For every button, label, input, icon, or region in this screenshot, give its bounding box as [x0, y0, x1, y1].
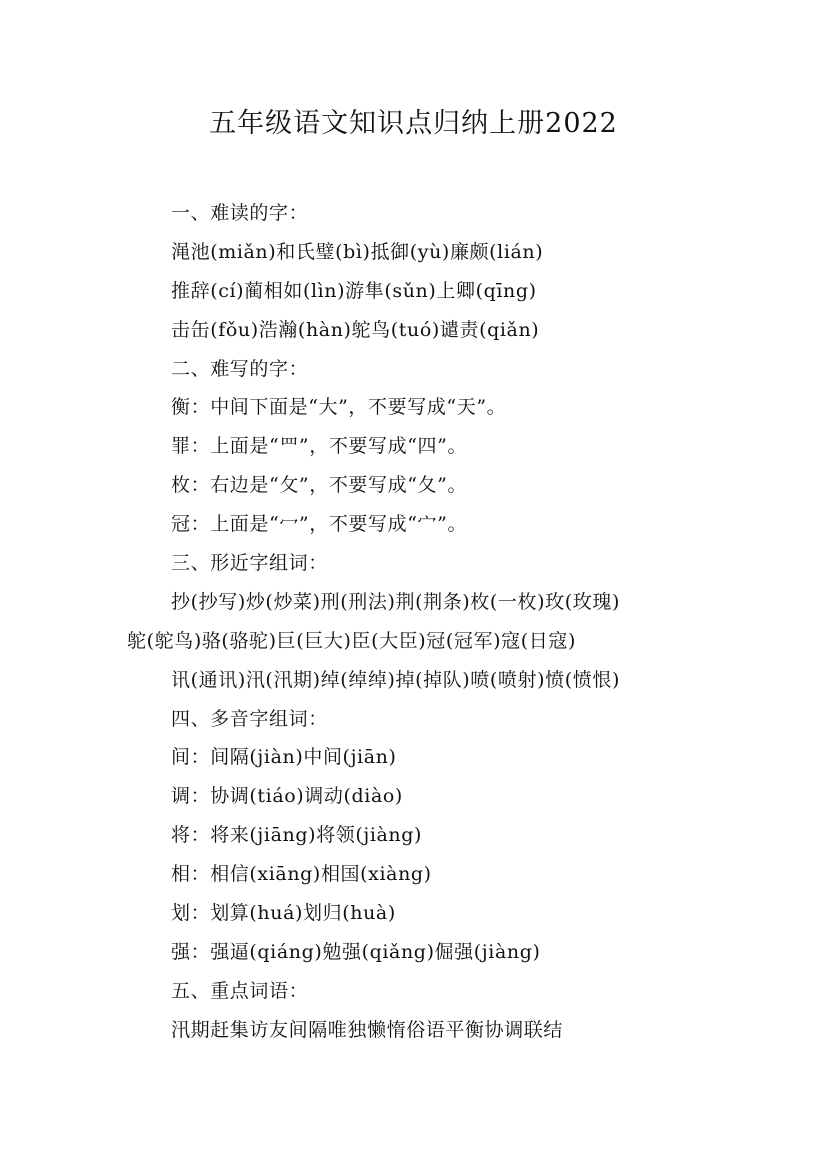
- text-line: 渑池(miǎn)和氏璧(bì)抵御(yù)廉颇(lián): [171, 240, 544, 263]
- text-line: 击缶(fǒu)浩瀚(hàn)鸵鸟(tuó)谴责(qiǎn): [171, 318, 540, 341]
- section-heading-polyphonic: 四、多音字组词：: [171, 707, 328, 730]
- text-line: 枚：右边是“攵”，不要写成“夂”。: [171, 474, 468, 497]
- text-line: 冠：上面是“冖”，不要写成“宀”。: [171, 513, 468, 536]
- text-line: 讯(通讯)汛(汛期)绰(绰绰)掉(掉队)喷(喷射)愤(愤恨): [171, 668, 620, 691]
- section-heading-key-words: 五、重点词语：: [171, 979, 309, 1002]
- text-line: 强：强逼(qiáng)勉强(qiǎng)倔强(jiàng): [171, 940, 541, 963]
- text-line: 抄(抄写)炒(炒菜)刑(刑法)荆(荆条)枚(一枚)玫(玫瑰): [171, 590, 620, 613]
- text-line: 间：间隔(jiàn)中间(jiān): [171, 746, 397, 769]
- text-line: 衡：中间下面是“大”，不要写成“天”。: [171, 396, 507, 419]
- text-line: 推辞(cí)蔺相如(lìn)游隼(sǔn)上卿(qīng): [171, 279, 537, 302]
- section-heading-similar-characters: 三、形近字组词：: [171, 552, 328, 575]
- section-heading-hard-to-read: 一、难读的字：: [171, 202, 309, 224]
- document-title: 五年级语文知识点归纳上册2022: [209, 108, 618, 139]
- text-line: 罪：上面是“罒”，不要写成“四”。: [171, 435, 468, 458]
- text-line: 鸵(鸵鸟)骆(骆驼)巨(巨大)臣(大臣)冠(冠军)寇(日寇): [127, 629, 576, 652]
- text-line: 汛期赶集访友间隔唯独懒惰俗语平衡协调联结: [171, 1018, 564, 1041]
- text-line: 调：协调(tiáo)调动(diào): [171, 785, 403, 808]
- text-line: 相：相信(xiāng)相国(xiàng): [171, 863, 432, 886]
- text-line: 将：将来(jiāng)将领(jiàng): [171, 824, 423, 847]
- document-body: [0, 194, 827, 1050]
- section-heading-hard-to-write: 二、难写的字：: [171, 357, 309, 380]
- text-line: 划：划算(huá)划归(huà): [171, 902, 396, 925]
